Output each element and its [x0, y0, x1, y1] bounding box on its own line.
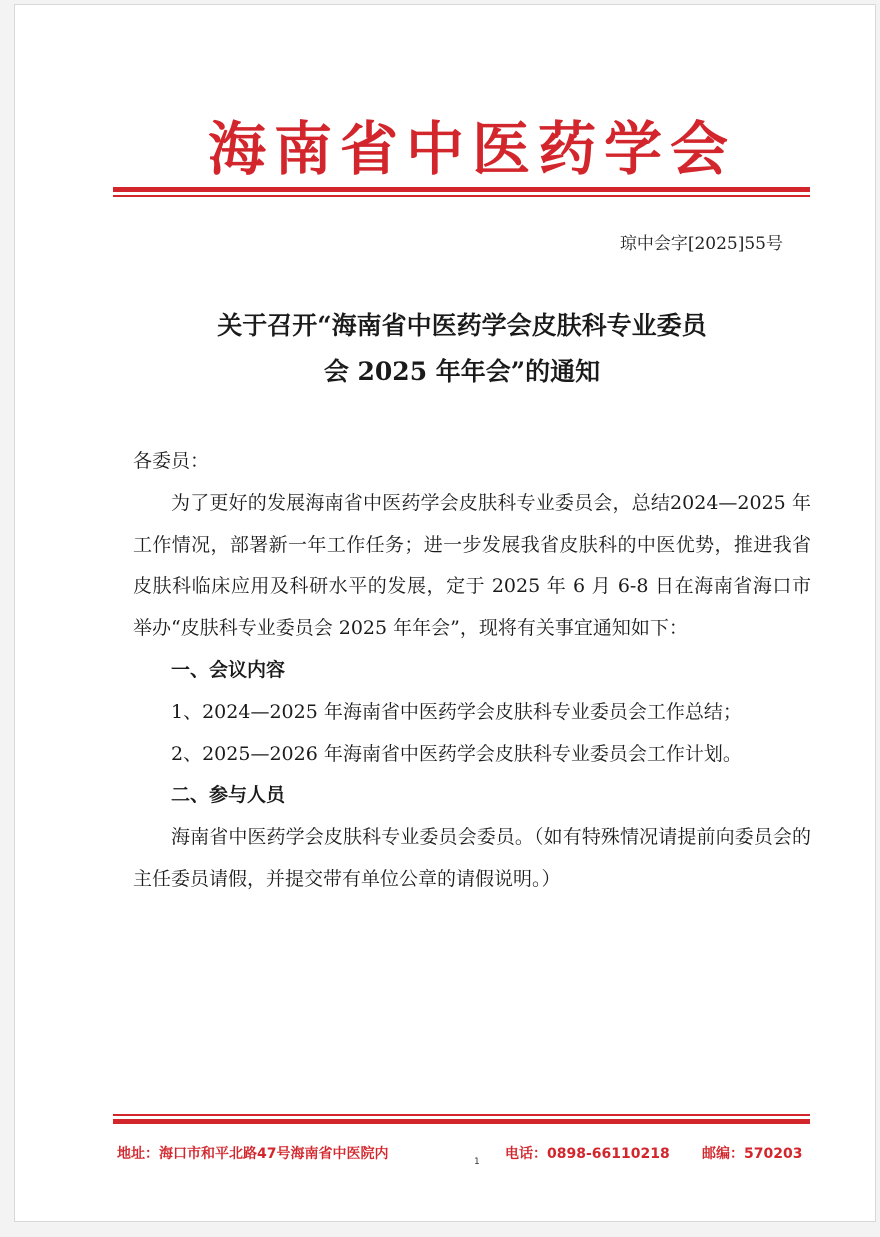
document-body	[133, 441, 811, 901]
org-name-header: 海南省中医药学会	[207, 115, 736, 183]
section-1-heading: 一、会议内容	[171, 658, 286, 681]
document-number: 琼中会字[2025]55号	[619, 234, 783, 254]
footer-rule-thin	[113, 1114, 810, 1116]
footer-rule-thick	[113, 1119, 810, 1124]
section-2-text: 海南省中医药学会皮肤科专业委员会委员。（如有特殊情况请提前向委员会的主任委员请假，并提交带有单位公章的请假说明。）	[133, 826, 811, 890]
title-line-2: 会 2025 年年会”的通知	[323, 357, 601, 386]
header-rule-thick	[113, 187, 810, 192]
document-page	[14, 4, 876, 1222]
footer-postcode: 邮编：570203	[702, 1146, 803, 1162]
title-line-1: 关于召开“海南省中医药学会皮肤科专业委员	[217, 311, 707, 340]
footer-contact	[117, 1143, 817, 1163]
section-1-item-2: 2、2025—2026 年海南省中医药学会皮肤科专业委员会工作计划。	[171, 742, 742, 765]
intro-paragraph: 为了更好的发展海南省中医药学会皮肤科专业委员会，总结2024—2025 年工作情况，部署新一年工作任务；进一步发展我省皮肤科的中医优势，推进我省皮肤科临床应用及科研水平的发展，定于 2025 年 6 月 6-8 日在海南省海口市举办“皮肤科专业委员会 2025 年年会”，现将有关事宜通知如下：	[133, 491, 811, 640]
header-rule-thin	[113, 195, 810, 197]
salutation: 各委员：	[133, 450, 210, 472]
section-1-item-1: 1、2024—2025 年海南省中医药学会皮肤科专业委员会工作总结；	[171, 700, 742, 723]
section-2-heading: 二、参与人员	[171, 784, 286, 807]
document-title	[115, 303, 809, 395]
footer-address: 地址：海口市和平北路47号海南省中医院内	[117, 1146, 389, 1162]
page-number: 1	[474, 1157, 480, 1167]
footer-phone: 电话：0898-66110218	[505, 1146, 670, 1162]
